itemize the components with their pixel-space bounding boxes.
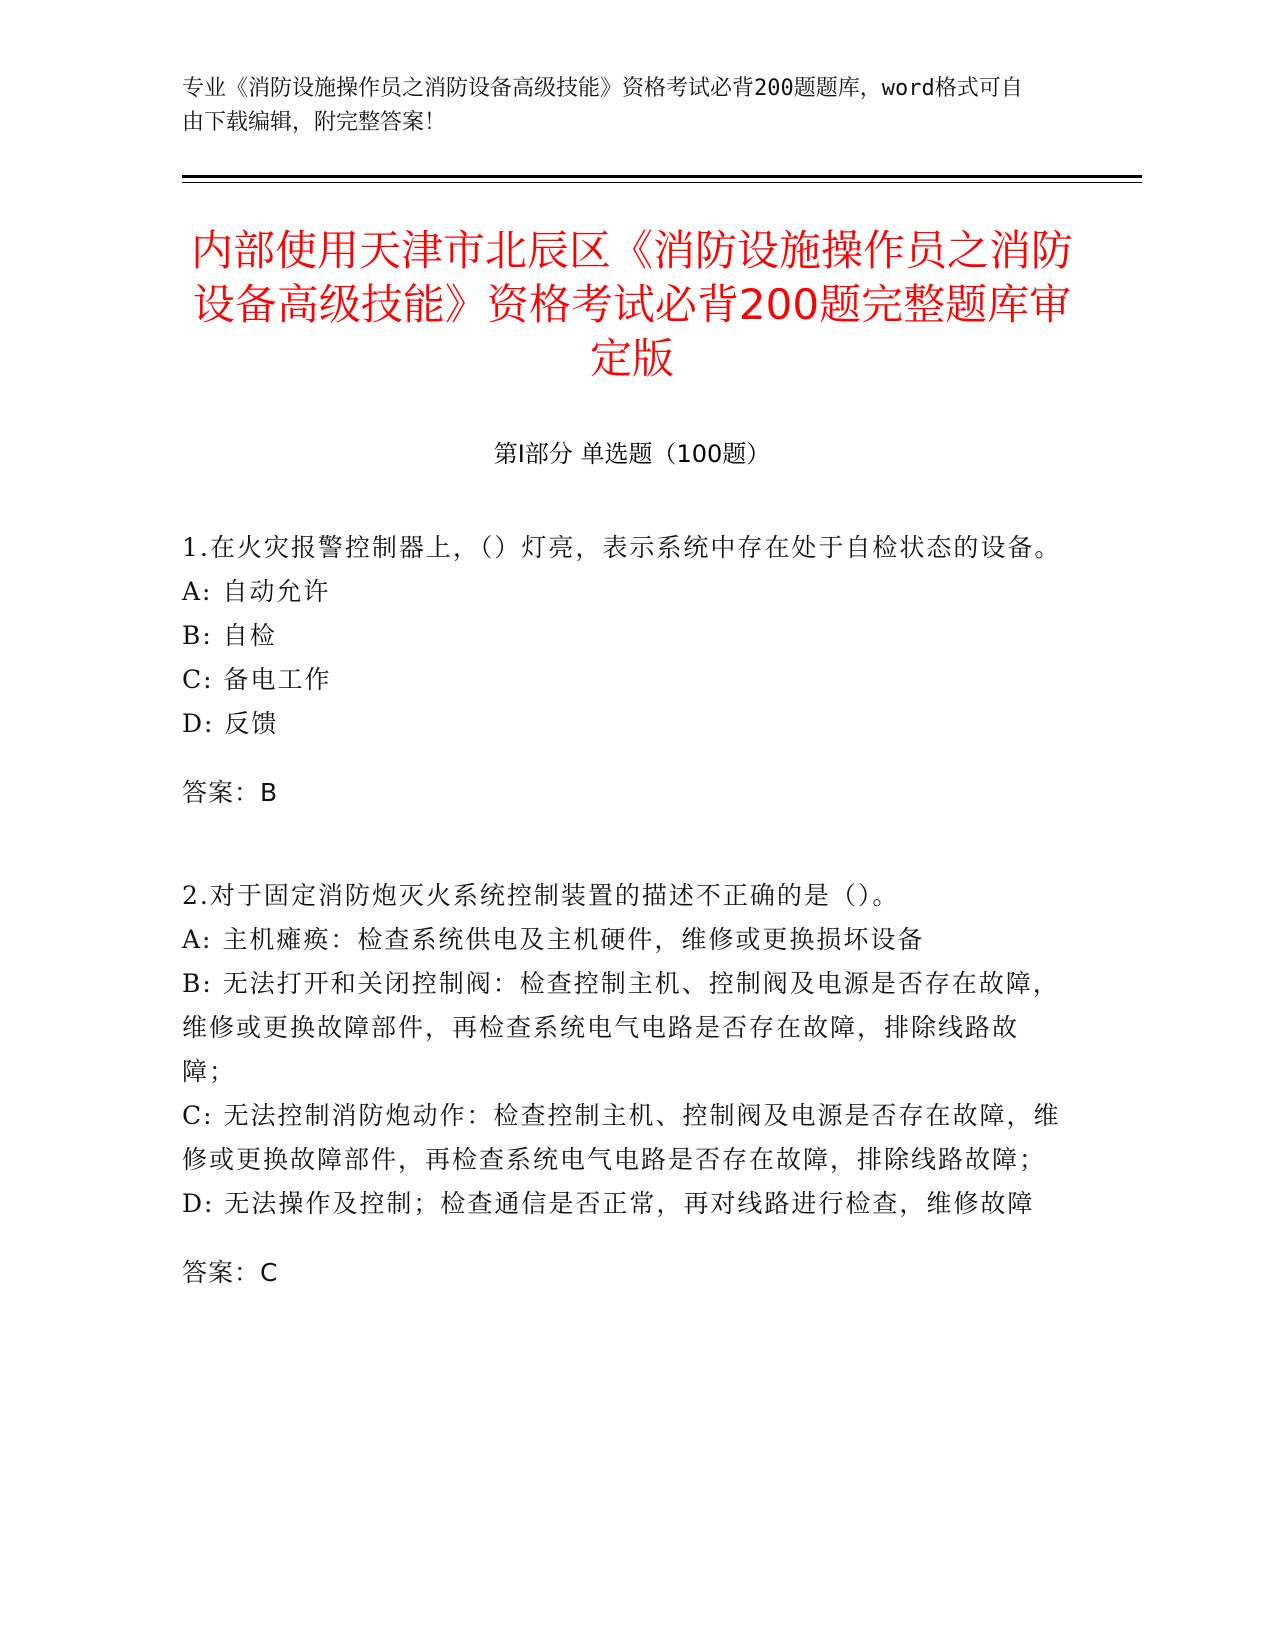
option-d: D: 无法操作及控制；检查通信是否正常，再对线路进行检查，维修故障 [182,1189,1035,1218]
question-stem: 2.对于固定消防炮灭火系统控制装置的描述不正确的是（）。 [182,881,900,910]
answer: 答案：C [182,1258,279,1287]
header-divider-thick [182,175,1142,178]
option-c: C: 备电工作 [182,665,332,694]
section-title: 第Ⅰ部分 单选题（100题） [493,440,771,468]
document-title: 内部使用天津市北辰区《消防设施操作员之消防设备高级技能》资格考试必背200题完整题库审定版 [190,226,1073,383]
option-b: B: 无法打开和关闭控制阀：检查控制主机、控制阀及电源是否存在故障，维修或更换故障部件，再检查系统电气电路是否存在故障，排除线路故障； [182,969,1060,1086]
option-a: A: 主机瘫痪：检查系统供电及主机硬件，维修或更换损坏设备 [182,925,925,954]
answer: 答案：B [182,778,279,807]
option-c: C: 无法控制消防炮动作：检查控制主机、控制阀及电源是否存在故障，维修或更换故障部件，再检查系统电气电路是否存在故障，排除线路故障； [182,1101,1061,1174]
question-stem: 1.在火灾报警控制器上，（）灯亮，表示系统中存在处于自检状态的设备。 [182,533,1062,562]
question-2 [182,874,1062,1320]
header-divider-thin [182,182,1142,183]
option-a: A: 自动允许 [182,577,331,606]
option-d: D: 反馈 [182,709,279,738]
option-b: B: 自检 [182,621,277,650]
header-note: 专业《消防设施操作员之消防设备高级技能》资格考试必背200题题库，word格式可自由下载编辑，附完整答案！ [182,76,1023,135]
question-1 [182,526,1062,840]
